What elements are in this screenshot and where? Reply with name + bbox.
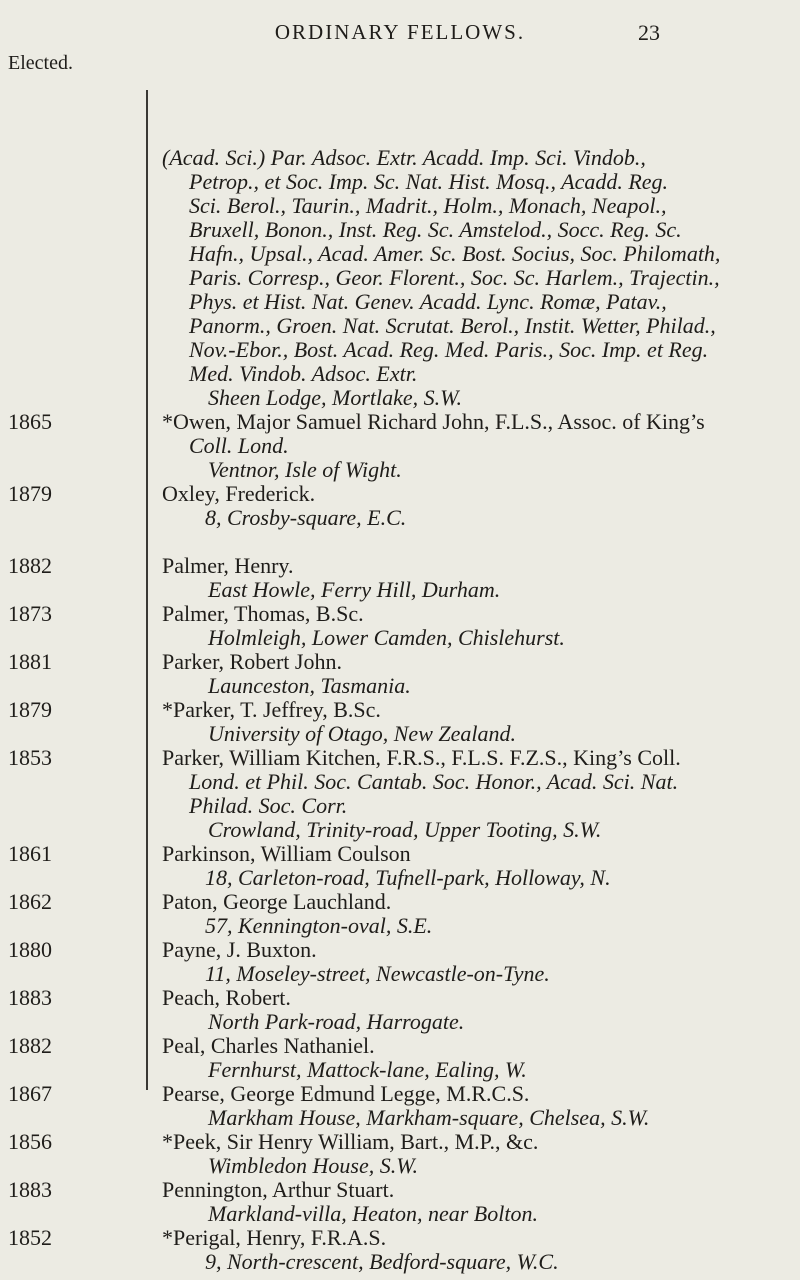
entry-name: *Owen, Major Samuel Richard John, F.L.S., Assoc. of King’s (162, 409, 705, 434)
entry-detail: Bruxell, Bonon., Inst. Reg. Sc. Amstelod., Socc. Reg. Sc. (189, 217, 682, 242)
running-head: ORDINARY FELLOWS. (274, 20, 526, 44)
entry-name: Pennington, Arthur Stuart. (162, 1177, 395, 1202)
election-year: 1861 (8, 841, 52, 866)
entry-name: Parker, Robert John. (162, 649, 342, 674)
entry-name: Peal, Charles Nathaniel. (162, 1033, 375, 1058)
entry-detail: East Howle, Ferry Hill, Durham. (208, 577, 501, 602)
entry-name: Parkinson, William Coulson (162, 841, 411, 866)
entry-line (0, 290, 800, 314)
entry-line (0, 1226, 800, 1250)
election-year: 1867 (8, 1081, 52, 1106)
election-year: 1852 (8, 1225, 52, 1250)
entry-line (0, 842, 800, 866)
entry-line (0, 218, 800, 242)
entry-line (0, 818, 800, 842)
elected-column-label: Elected. (8, 52, 73, 74)
entry-detail: Med. Vindob. Adsoc. Extr. (189, 361, 418, 386)
entry-line (0, 578, 800, 602)
election-year: 1879 (8, 697, 52, 722)
entry-name: Pearse, George Edmund Legge, M.R.C.S. (162, 1081, 530, 1106)
entry-line (0, 722, 800, 746)
entry-detail: 57, Kennington-oval, S.E. (205, 913, 433, 938)
election-year: 1882 (8, 553, 52, 578)
entry-line (0, 1178, 800, 1202)
entry-line (0, 794, 800, 818)
entry-detail: Panorm., Groen. Nat. Scrutat. Berol., Instit. Wetter, Philad., (189, 313, 716, 338)
entry-name: Palmer, Henry. (162, 553, 294, 578)
entry-detail: Nov.-Ebor., Bost. Acad. Reg. Med. Paris., Soc. Imp. et Reg. (189, 337, 709, 362)
entry-line (0, 434, 800, 458)
entry-detail: 18, Carleton-road, Tufnell-park, Holloway, N. (205, 865, 611, 890)
entry-line (0, 146, 800, 170)
entry-detail: Petrop., et Soc. Imp. Sc. Nat. Hist. Mosq., Acadd. Reg. (189, 169, 669, 194)
entry-detail: Hafn., Upsal., Acad. Amer. Sc. Bost. Socius, Soc. Philomath, (189, 241, 721, 266)
entry-line (0, 866, 800, 890)
entry-detail: Sci. Berol., Taurin., Madrit., Holm., Monach, Neapol., (189, 193, 667, 218)
election-year: 1883 (8, 985, 52, 1010)
entry-line (0, 1202, 800, 1226)
entry-detail: 11, Moseley-street, Newcastle-on-Tyne. (205, 961, 550, 986)
entry-line (0, 770, 800, 794)
entry-name: *Peek, Sir Henry William, Bart., M.P., &c. (162, 1129, 539, 1154)
entry-line (0, 914, 800, 938)
entry-line (0, 482, 800, 506)
entry-line (0, 1154, 800, 1178)
entry-line (0, 746, 800, 770)
entry-line (0, 698, 800, 722)
entry-line (0, 338, 800, 362)
entry-line (0, 362, 800, 386)
entry-line (0, 1250, 800, 1274)
entry-line (0, 602, 800, 626)
entry-detail: Holmleigh, Lower Camden, Chislehurst. (208, 625, 565, 650)
entry-line (0, 962, 800, 986)
entry-line (0, 938, 800, 962)
entry-line (0, 386, 800, 410)
entry-detail: (Acad. Sci.) Par. Adsoc. Extr. Acadd. Imp. Sci. Vindob., (162, 145, 646, 170)
entry-detail: Wimbledon House, S.W. (208, 1153, 419, 1178)
entry-line (0, 986, 800, 1010)
entry-line (0, 626, 800, 650)
entry-detail: Paris. Corresp., Geor. Florent., Soc. Sc. Harlem., Trajectin., (189, 265, 720, 290)
election-year: 1865 (8, 409, 52, 434)
entry-name: *Parker, T. Jeffrey, B.Sc. (162, 697, 381, 722)
entry-detail: Lond. et Phil. Soc. Cantab. Soc. Honor., Acad. Sci. Nat. (189, 769, 679, 794)
page-number: 23 (638, 20, 660, 45)
entry-line (0, 314, 800, 338)
election-year: 1856 (8, 1129, 52, 1154)
entry-line (0, 890, 800, 914)
entry-name: Payne, J. Buxton. (162, 937, 317, 962)
entry-detail: Phys. et Hist. Nat. Genev. Acadd. Lync. Romæ, Patav., (189, 289, 667, 314)
entry-detail: Sheen Lodge, Mortlake, S.W. (208, 385, 462, 410)
election-year: 1879 (8, 481, 52, 506)
entry-line (0, 1034, 800, 1058)
entry-detail: Ventnor, Isle of Wight. (208, 457, 402, 482)
election-year: 1853 (8, 745, 52, 770)
entry-detail: Coll. Lond. (189, 433, 289, 458)
entry-line (0, 266, 800, 290)
election-year: 1873 (8, 601, 52, 626)
entry-line (0, 1130, 800, 1154)
entry-line (0, 1082, 800, 1106)
entry-line (0, 530, 800, 554)
election-year: 1881 (8, 649, 52, 674)
entry-line (0, 554, 800, 578)
entry-name: *Perigal, Henry, F.R.A.S. (162, 1225, 387, 1250)
entry-detail: Markham House, Markham-square, Chelsea, S.W. (208, 1105, 650, 1130)
entry-line (0, 194, 800, 218)
entry-name: Peach, Robert. (162, 985, 291, 1010)
election-year: 1883 (8, 1177, 52, 1202)
entry-line (0, 410, 800, 434)
election-year: 1862 (8, 889, 52, 914)
entry-line (0, 242, 800, 266)
election-year: 1880 (8, 937, 52, 962)
entry-line (0, 1010, 800, 1034)
entry-detail: North Park-road, Harrogate. (208, 1009, 465, 1034)
entry-detail: 9, North-crescent, Bedford-square, W.C. (205, 1249, 559, 1274)
entry-line (0, 1106, 800, 1130)
entry-detail: 8, Crosby-square, E.C. (205, 505, 407, 530)
entry-name: Parker, William Kitchen, F.R.S., F.L.S. F.Z.S., King’s Coll. (162, 745, 681, 770)
entry-name: Palmer, Thomas, B.Sc. (162, 601, 364, 626)
entry-line (0, 1058, 800, 1082)
entry-detail: Launceston, Tasmania. (208, 673, 411, 698)
entry-line (0, 506, 800, 530)
election-year: 1882 (8, 1033, 52, 1058)
entry-line (0, 674, 800, 698)
entry-detail: Fernhurst, Mattock-lane, Ealing, W. (208, 1057, 527, 1082)
entry-line (0, 458, 800, 482)
entry-detail: Crowland, Trinity-road, Upper Tooting, S.W. (208, 817, 602, 842)
entry-line (0, 650, 800, 674)
entry-name: Oxley, Frederick. (162, 481, 316, 506)
entry-name: Paton, George Lauchland. (162, 889, 392, 914)
entry-detail: Markland-villa, Heaton, near Bolton. (208, 1201, 538, 1226)
entry-detail: University of Otago, New Zealand. (208, 721, 516, 746)
entry-line (0, 170, 800, 194)
entry-detail: Philad. Soc. Corr. (189, 793, 348, 818)
fellows-list (0, 146, 800, 1274)
